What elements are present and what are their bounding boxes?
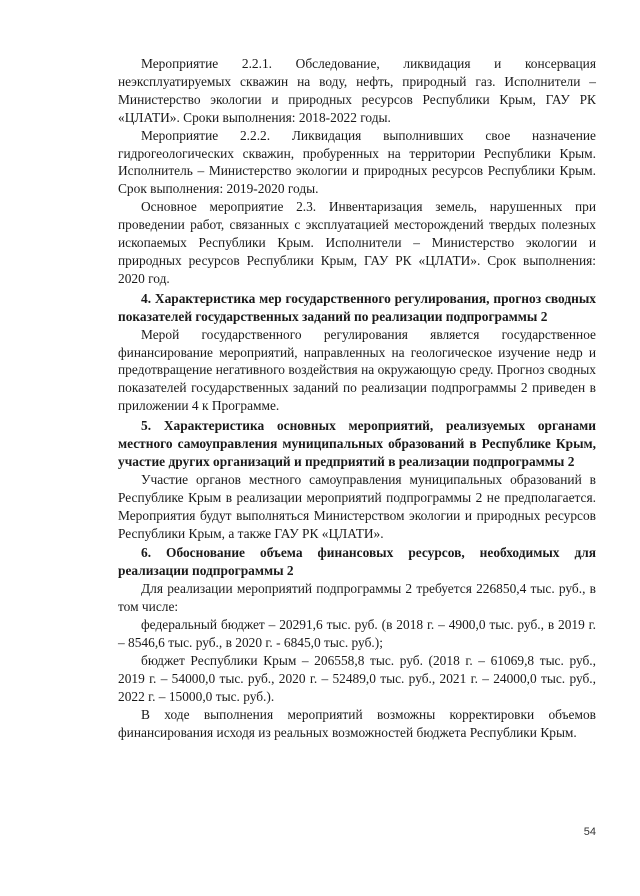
paragraph-local-government: Участие органов местного самоуправления муниципальных образований в Республике Крым в реализации мероприятий подпрограммы 2 не предполагается. Мероприятия будут выполняться Министерством экологии и природных ресурсов Республики Крым, а также ГАУ РК «ЦЛАТИ». <box>118 471 596 541</box>
section-heading-5: 5. Характеристика основных мероприятий, реализуемых органами местного самоуправления муниципальных образований в Республике Крым, участие других организаций и предприятий в реализации подпрограммы 2 <box>118 418 596 469</box>
paragraph-funding-total: Для реализации мероприятий подпрограммы 2 требуется 226850,4 тыс. руб., в том числе: <box>118 581 596 615</box>
paragraph-event-2-2-1: Мероприятие 2.2.1. Обследование, ликвидация и консервация неэксплуатируемых скважин на воду, нефть, природный газ. Исполнители – Министерство экологии и природных ресурсов Республики Крым, ГАУ РК «ЦЛАТИ». Сроки выполнения: 2018-2022 годы. <box>118 56 596 125</box>
paragraph-event-2-2-2: Мероприятие 2.2.2. Ликвидация выполнивших свое назначение гидрогеологических скважин, пробуренных на территории Республики Крым. Исполнитель – Министерство экологии и природных ресурсов Республики Крым. Срок выполнения: 2019-2020 годы. <box>118 127 596 197</box>
paragraph-federal-budget: федеральный бюджет – 20291,6 тыс. руб. (в 2018 г. – 4900,0 тыс. руб., в 2019 г. – 8546,6 тыс. руб., в 2020 г. - 6845,0 тыс. руб.); <box>118 617 596 650</box>
section-heading-6: 6. Обоснование объема финансовых ресурсов, необходимых для реализации подпрограммы 2 <box>118 545 596 579</box>
paragraph-crimea-budget: бюджет Республики Крым – 206558,8 тыс. руб. (2018 г. – 61069,8 тыс. руб., 2019 г. – 54000,0 тыс. руб., 2020 г. – 52489,0 тыс. руб., 2021 г. – 24000,0 тыс. руб., 2022 г. – 15000,0 тыс. руб.). <box>118 652 596 704</box>
section-heading-4: 4. Характеристика мер государственного регулирования, прогноз сводных показателей государственных заданий по реализации подпрограммы 2 <box>118 290 596 324</box>
paragraph-regulation-measures: Мерой государственного регулирования является государственное финансирование мероприятий, направленных на геологическое изучение недр и предотвращение негативного воздействия на окружающую среду. Прогноз сводных показателей государственных заданий по реализации подпрограммы 2 приведен в приложении 4 к Программе. <box>118 326 596 414</box>
page-number: 54 <box>583 826 596 838</box>
paragraph-main-event-2-3: Основное мероприятие 2.3. Инвентаризация земель, нарушенных при проведении работ, связанных с эксплуатацией месторождений твердых полезных ископаемых Республики Крым. Исполнители – Министерство экологии и природных ресурсов Республики Крым, ГАУ РК «ЦЛАТИ». Срок выполнения: 2020 год. <box>118 199 596 286</box>
paragraph-funding-adjustments: В ходе выполнения мероприятий возможны корректировки объемов финансирования исходя из реальных возможностей бюджета Республики Крым. <box>118 706 596 740</box>
